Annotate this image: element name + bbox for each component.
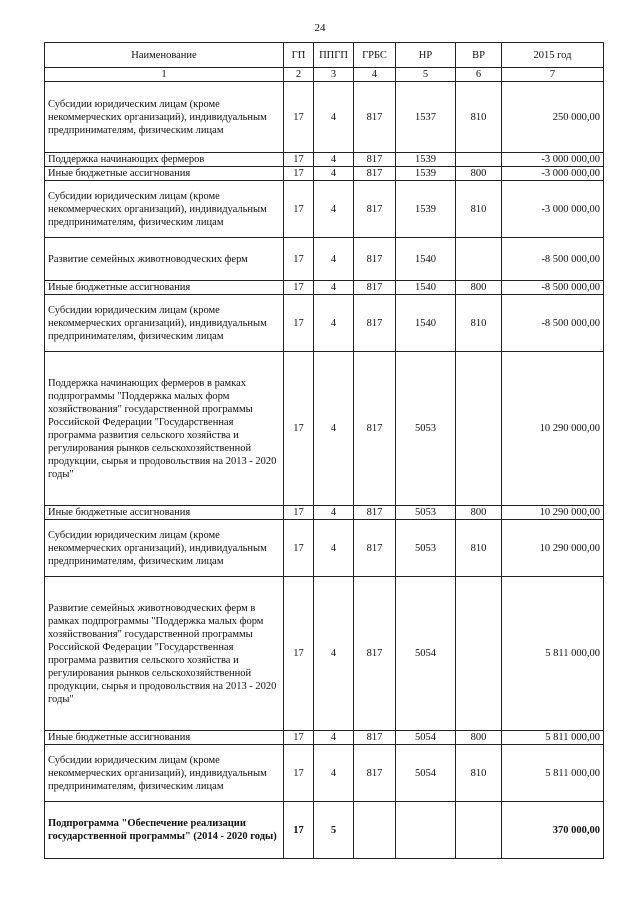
page-number: 24	[314, 22, 326, 34]
row-gp: 17	[284, 352, 314, 506]
row-gp: 17	[284, 167, 314, 181]
row-ppgp: 4	[314, 181, 354, 238]
row-name: Развитие семейных животноводческих ферм в рамках подпрограммы "Поддержка малых форм хозяйствования" государственной программы Российской Федерации "Государственная программа развития сельского хозяйства и регулирования рынков сельскохозяйственной продукции, сырья и продовольствия на 2013 - 2020 годы"	[45, 577, 284, 731]
table-row	[45, 153, 604, 167]
row-nr: 5053	[396, 352, 456, 506]
row-grbs: 817	[354, 352, 396, 506]
row-gp: 17	[284, 577, 314, 731]
budget-table	[44, 42, 604, 859]
row-nr: 5053	[396, 520, 456, 577]
row-vr: 810	[456, 82, 502, 153]
row-grbs: 817	[354, 153, 396, 167]
row-gp: 17	[284, 238, 314, 281]
row-grbs: 817	[354, 295, 396, 352]
header-row	[45, 43, 604, 68]
row-name: Субсидии юридическим лицам (кроме некоммерческих организаций), индивидуальным предпринимателям, физическим лицам	[45, 181, 284, 238]
row-vr	[456, 153, 502, 167]
table-body	[45, 82, 604, 859]
row-grbs	[354, 802, 396, 859]
row-name: Развитие семейных животноводческих ферм	[45, 238, 284, 281]
row-amount: 5 811 000,00	[502, 577, 604, 731]
row-nr: 5054	[396, 745, 456, 802]
row-vr: 800	[456, 167, 502, 181]
row-ppgp: 4	[314, 577, 354, 731]
row-gp: 17	[284, 802, 314, 859]
header-nr: НР	[396, 43, 456, 68]
col-number: 7	[502, 68, 604, 82]
row-amount: 10 290 000,00	[502, 352, 604, 506]
table-row	[45, 352, 604, 506]
row-amount: 250 000,00	[502, 82, 604, 153]
table-row	[45, 731, 604, 745]
row-grbs: 817	[354, 731, 396, 745]
row-vr	[456, 802, 502, 859]
col-number: 2	[284, 68, 314, 82]
row-amount: 370 000,00	[502, 802, 604, 859]
table-row	[45, 82, 604, 153]
row-name: Поддержка начинающих фермеров в рамках подпрограммы "Поддержка малых форм хозяйствования" государственной программы Российской Федерации "Государственная программа развития сельского хозяйства и регулирования рынков сельскохозяйственной продукции, сырья и продовольствия на 2013 - 2020 годы"	[45, 352, 284, 506]
row-vr: 810	[456, 745, 502, 802]
row-nr: 1540	[396, 281, 456, 295]
row-name: Подпрограмма "Обеспечение реализации государственной программы" (2014 - 2020 годы)	[45, 802, 284, 859]
row-ppgp: 5	[314, 802, 354, 859]
row-name: Иные бюджетные ассигнования	[45, 731, 284, 745]
row-ppgp: 4	[314, 506, 354, 520]
row-gp: 17	[284, 295, 314, 352]
row-amount: 10 290 000,00	[502, 506, 604, 520]
row-gp: 17	[284, 281, 314, 295]
row-gp: 17	[284, 506, 314, 520]
row-vr: 810	[456, 181, 502, 238]
table-row	[45, 520, 604, 577]
row-name: Субсидии юридическим лицам (кроме некоммерческих организаций), индивидуальным предпринимателям, физическим лицам	[45, 82, 284, 153]
row-vr: 800	[456, 731, 502, 745]
header-vr: ВР	[456, 43, 502, 68]
row-amount: 10 290 000,00	[502, 520, 604, 577]
header-gp: ГП	[284, 43, 314, 68]
row-vr: 810	[456, 520, 502, 577]
header-ppgp: ППГП	[314, 43, 354, 68]
row-grbs: 817	[354, 745, 396, 802]
table-row	[45, 506, 604, 520]
row-grbs: 817	[354, 238, 396, 281]
col-number: 6	[456, 68, 502, 82]
row-amount: -3 000 000,00	[502, 167, 604, 181]
column-number-row	[45, 68, 604, 82]
row-grbs: 817	[354, 181, 396, 238]
header-grbs: ГРБС	[354, 43, 396, 68]
row-ppgp: 4	[314, 167, 354, 181]
row-nr: 1539	[396, 181, 456, 238]
row-vr: 810	[456, 295, 502, 352]
row-grbs: 817	[354, 281, 396, 295]
row-name: Иные бюджетные ассигнования	[45, 281, 284, 295]
table-row	[45, 577, 604, 731]
col-number: 5	[396, 68, 456, 82]
row-ppgp: 4	[314, 295, 354, 352]
row-nr: 1539	[396, 167, 456, 181]
row-grbs: 817	[354, 167, 396, 181]
row-ppgp: 4	[314, 352, 354, 506]
row-vr	[456, 577, 502, 731]
row-ppgp: 4	[314, 238, 354, 281]
row-nr: 5053	[396, 506, 456, 520]
row-amount: -8 500 000,00	[502, 295, 604, 352]
row-amount: -3 000 000,00	[502, 181, 604, 238]
row-gp: 17	[284, 181, 314, 238]
row-name: Иные бюджетные ассигнования	[45, 506, 284, 520]
row-nr: 1540	[396, 238, 456, 281]
table-row	[45, 281, 604, 295]
row-ppgp: 4	[314, 731, 354, 745]
row-vr: 800	[456, 506, 502, 520]
row-ppgp: 4	[314, 281, 354, 295]
row-amount: -8 500 000,00	[502, 238, 604, 281]
row-vr	[456, 238, 502, 281]
row-gp: 17	[284, 82, 314, 153]
header-name: Наименование	[45, 43, 284, 68]
col-number: 1	[45, 68, 284, 82]
row-vr: 800	[456, 281, 502, 295]
row-name: Поддержка начинающих фермеров	[45, 153, 284, 167]
row-gp: 17	[284, 520, 314, 577]
table-row	[45, 745, 604, 802]
row-nr: 1539	[396, 153, 456, 167]
row-amount: 5 811 000,00	[502, 731, 604, 745]
table-row	[45, 181, 604, 238]
row-name: Субсидии юридическим лицам (кроме некоммерческих организаций), индивидуальным предпринимателям, физическим лицам	[45, 745, 284, 802]
row-vr	[456, 352, 502, 506]
col-number: 3	[314, 68, 354, 82]
row-amount: -8 500 000,00	[502, 281, 604, 295]
row-gp: 17	[284, 745, 314, 802]
col-number: 4	[354, 68, 396, 82]
row-name: Иные бюджетные ассигнования	[45, 167, 284, 181]
row-amount: -3 000 000,00	[502, 153, 604, 167]
row-grbs: 817	[354, 577, 396, 731]
header-year: 2015 год	[502, 43, 604, 68]
table-row	[45, 295, 604, 352]
row-name: Субсидии юридическим лицам (кроме некоммерческих организаций), индивидуальным предпринимателям, физическим лицам	[45, 295, 284, 352]
row-gp: 17	[284, 731, 314, 745]
row-nr: 5054	[396, 731, 456, 745]
row-grbs: 817	[354, 520, 396, 577]
row-nr: 1540	[396, 295, 456, 352]
row-nr	[396, 802, 456, 859]
row-gp: 17	[284, 153, 314, 167]
row-ppgp: 4	[314, 153, 354, 167]
row-amount: 5 811 000,00	[502, 745, 604, 802]
table-row	[45, 167, 604, 181]
table-row	[45, 238, 604, 281]
row-nr: 1537	[396, 82, 456, 153]
row-name: Субсидии юридическим лицам (кроме некоммерческих организаций), индивидуальным предпринимателям, физическим лицам	[45, 520, 284, 577]
row-ppgp: 4	[314, 520, 354, 577]
table-row	[45, 802, 604, 859]
row-nr: 5054	[396, 577, 456, 731]
row-grbs: 817	[354, 506, 396, 520]
row-grbs: 817	[354, 82, 396, 153]
row-ppgp: 4	[314, 82, 354, 153]
row-ppgp: 4	[314, 745, 354, 802]
